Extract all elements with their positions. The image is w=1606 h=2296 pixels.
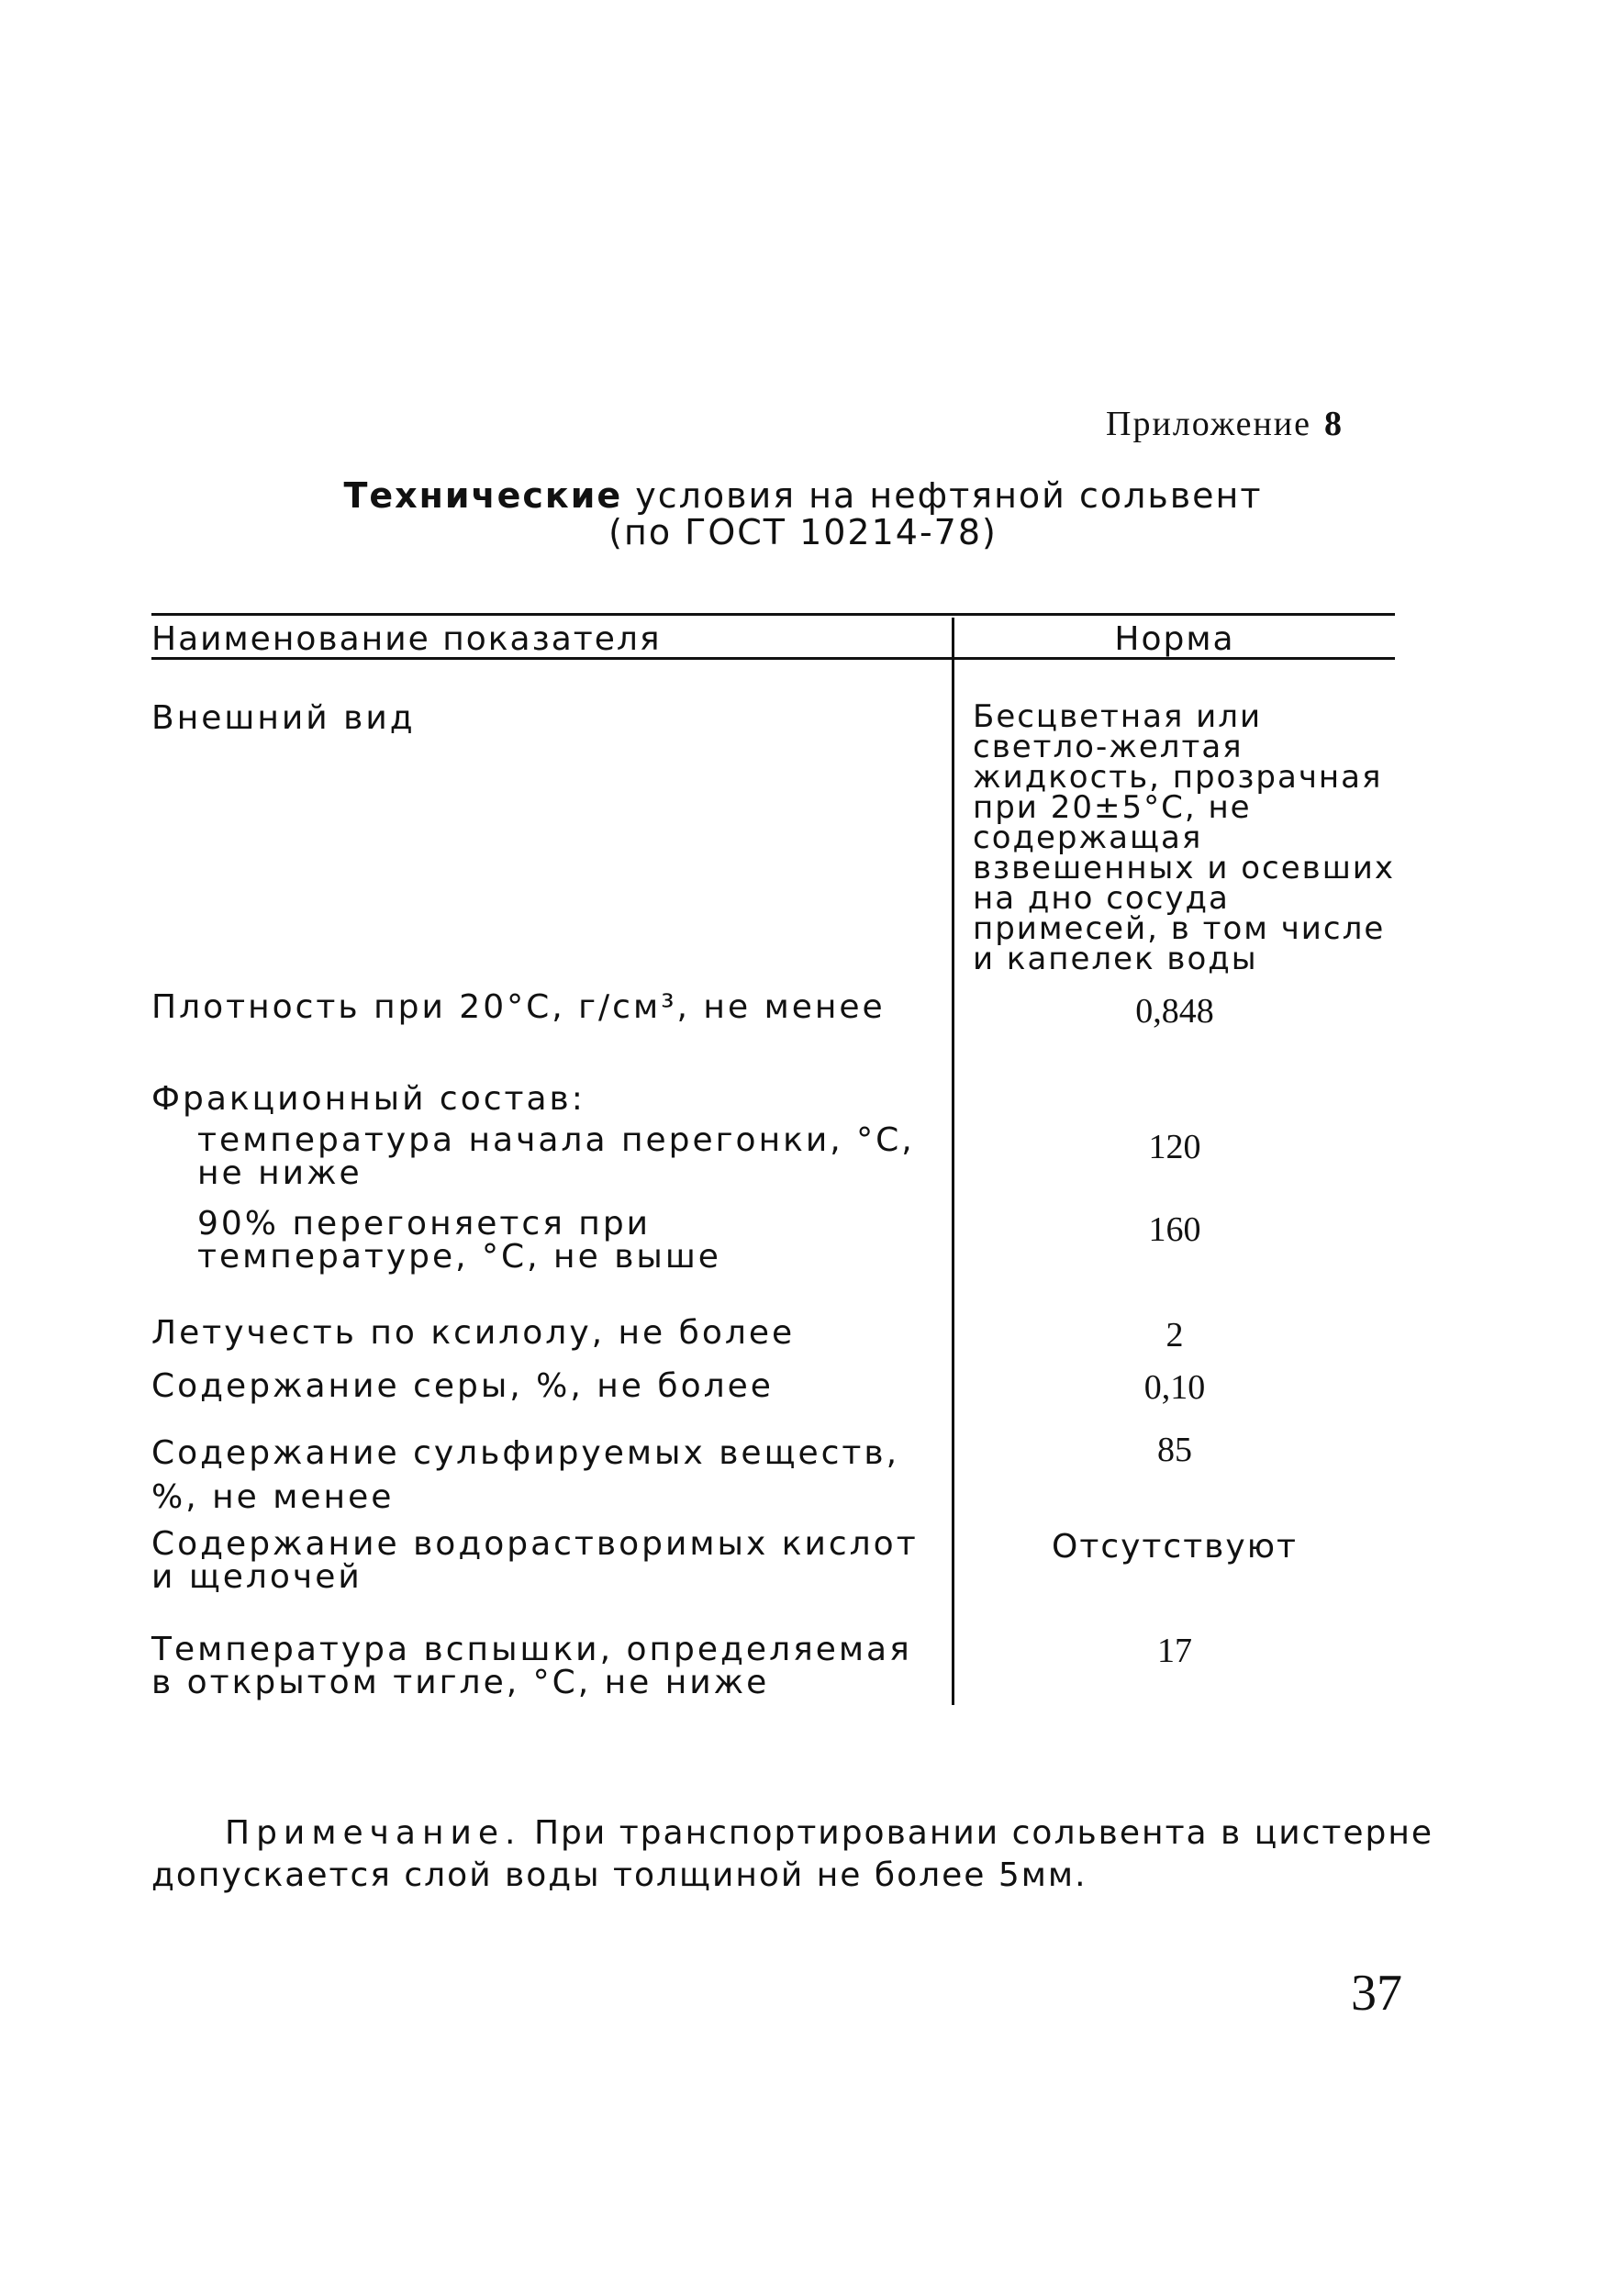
column-header-norm: Норма [1114,620,1235,658]
document-title-line-1 [0,477,1606,514]
appendix-label: Приложение [1106,405,1311,443]
appendix-number: 8 [1324,405,1344,443]
row-name: Летучесть по ксилолу, не более [151,1314,796,1352]
footnote-label: Примечание. [225,1814,522,1852]
column-header-name: Наименование показателя [151,620,662,658]
row-name: Температура вспышки, определяемая в открытом тигле, °С, не ниже [151,1631,912,1701]
row-value: 2 [1165,1316,1184,1354]
row-value: 0,848 [1135,992,1214,1031]
row-name: Плотность при 20°С, г/см³, не менее [151,988,886,1026]
row-value: 17 [1157,1632,1192,1670]
table-top-rule [151,613,1395,616]
row-value: 160 [1148,1210,1201,1249]
row-value: Бесцветная или светло-желтая жидкость, прозрачная при 20±5°С, не содержащая взвешенных и осевших на дно сосуда примесей, в том числе и капелек воды [973,698,1396,977]
row-value: 120 [1148,1128,1201,1166]
row-section-heading: Фракционный состав: [151,1080,586,1118]
row-name: температура начала перегонки, °С, не ниже [197,1121,915,1192]
footnote-text: При транспортировании сольвента в цистерне допускается слой воды толщиной не более 5мм. [151,1814,1434,1894]
row-name: Содержание сульфируемых веществ, %, не менее [151,1434,900,1516]
appendix-heading [1106,404,1344,444]
row-value: Отсутствуют [1052,1528,1298,1566]
row-name: 90% перегоняется при температуре, °С, не выше [197,1205,721,1276]
title-bold-word: Технические [343,475,623,516]
footnote [151,1812,1436,1897]
row-name: Внешний вид [151,699,416,737]
row-name: Содержание водорастворимых кислот и щелочей [151,1525,919,1596]
page-number: 37 [1351,1965,1402,2022]
document-title-line-2: (по ГОСТ 10214-78) [608,512,998,552]
title-rest: условия на нефтяной сольвент [635,475,1263,516]
row-value: 85 [1157,1431,1192,1469]
row-name: Содержание серы, %, не более [151,1367,774,1405]
row-value: 0,10 [1143,1368,1206,1407]
